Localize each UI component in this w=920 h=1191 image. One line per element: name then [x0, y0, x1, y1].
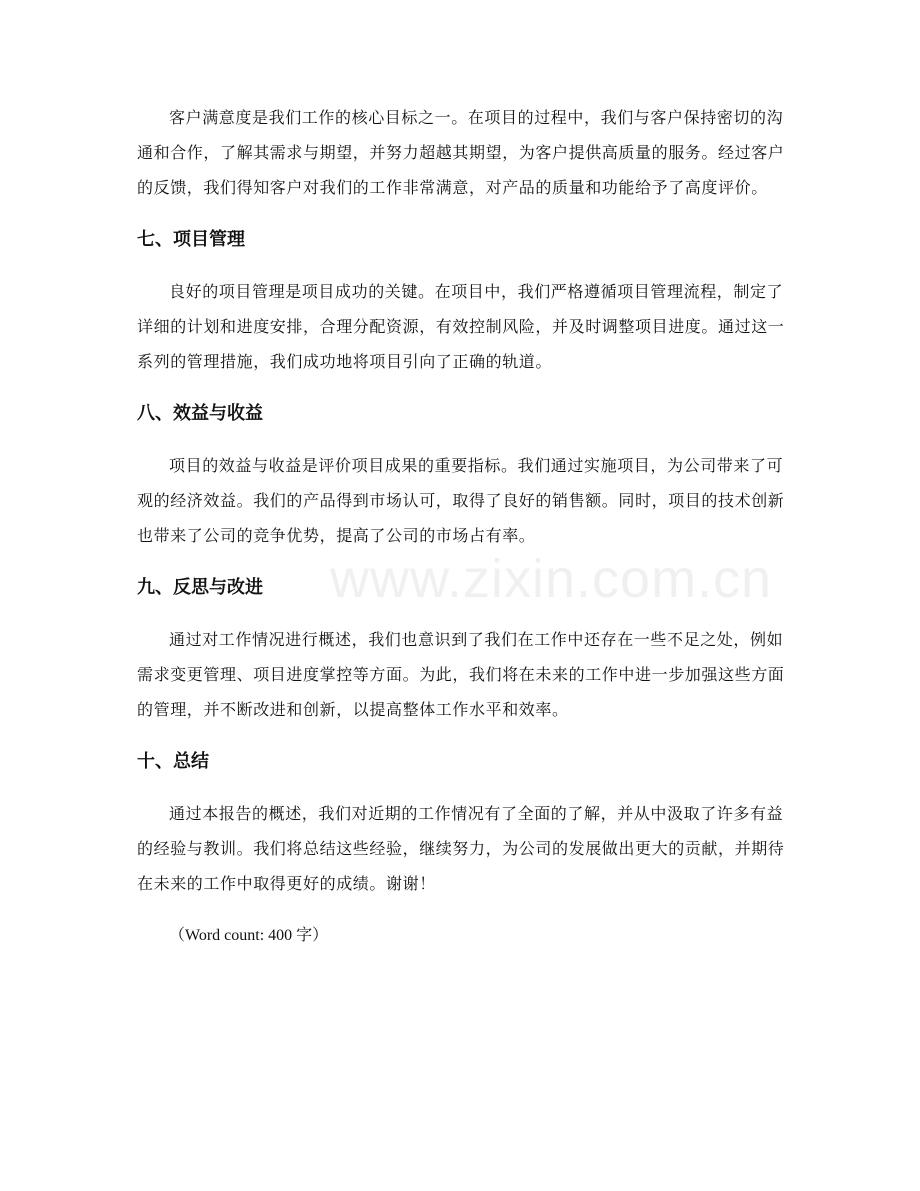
heading-benefits-revenue: 八、效益与收益 — [137, 403, 263, 424]
paragraph-summary: 通过本报告的概述，我们对近期的工作情况有了全面的了解，并从中汲取了许多有益的经验与教训。我们将总结这些经验，继续努力，为公司的发展做出更大的贡献，并期待在未来的工作中取得更好的成绩。谢谢！ — [137, 804, 785, 893]
watermark: www.zixin.com.cn — [330, 549, 773, 609]
document-body — [137, 100, 785, 949]
heading-summary: 十、总结 — [137, 751, 209, 772]
word-count: （Word count: 400 字） — [169, 927, 329, 944]
paragraph-customer-satisfaction: 客户满意度是我们工作的核心目标之一。在项目的过程中，我们与客户保持密切的沟通和合作，了解其需求与期望，并努力超越其期望，为客户提供高质量的服务。经过客户的反馈，我们得知客户对我们的工作非常满意，对产品的质量和功能给予了高度评价。 — [137, 108, 785, 197]
paragraph-project-management: 良好的项目管理是项目成功的关键。在项目中，我们严格遵循项目管理流程，制定了详细的计划和进度安排，合理分配资源，有效控制风险，并及时调整项目进度。通过这一系列的管理措施，我们成功地将项目引向了正确的轨道。 — [137, 282, 785, 371]
paragraph-reflection-improvement: 通过对工作情况进行概述，我们也意识到了我们在工作中还存在一些不足之处，例如需求变更管理、项目进度掌控等方面。为此，我们将在未来的工作中进一步加强这些方面的管理，并不断改进和创新，以提高整体工作水平和效率。 — [137, 630, 785, 719]
heading-reflection-improvement: 九、反思与改进 — [137, 577, 263, 598]
paragraph-benefits-revenue: 项目的效益与收益是评价项目成果的重要指标。我们通过实施项目，为公司带来了可观的经济效益。我们的产品得到市场认可，取得了良好的销售额。同时，项目的技术创新也带来了公司的竞争优势，提高了公司的市场占有率。 — [137, 456, 785, 545]
heading-project-management: 七、项目管理 — [137, 229, 245, 250]
